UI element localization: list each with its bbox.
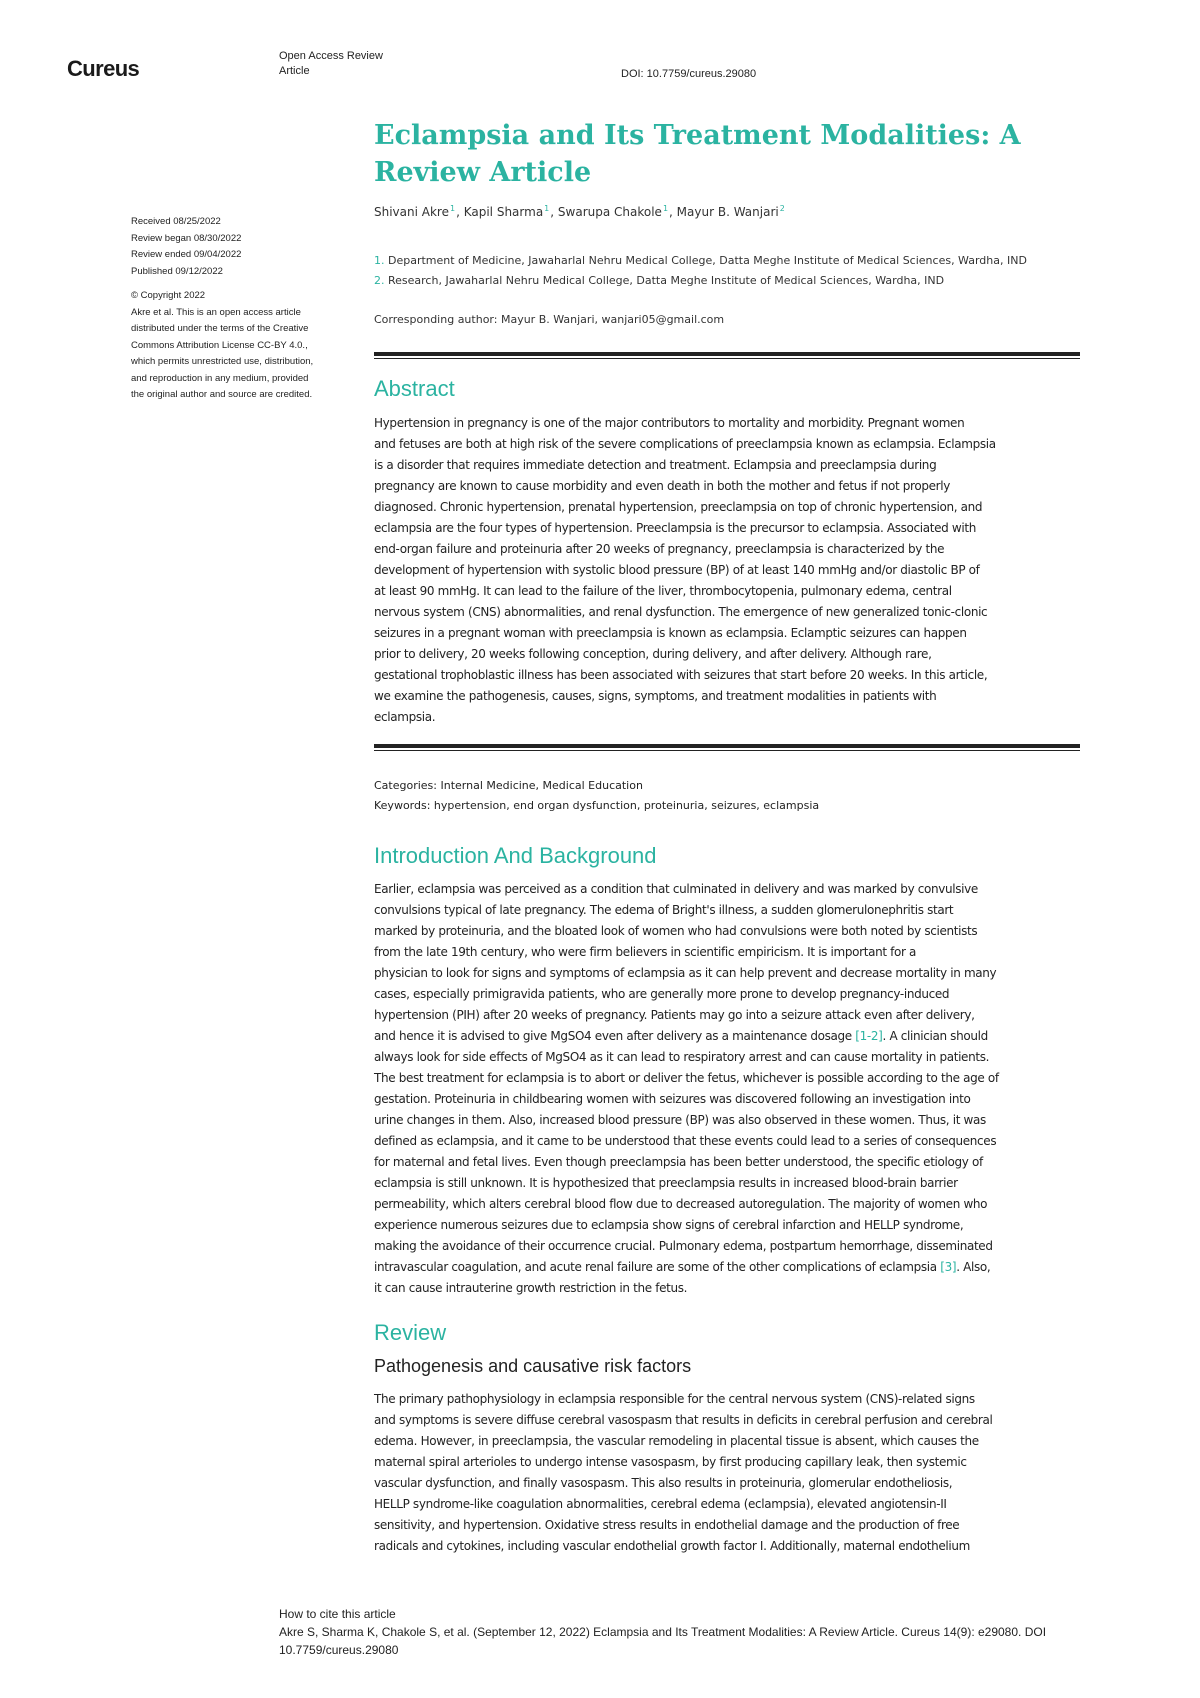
corresponding-author [374,313,1080,326]
journal-logo: Cureus [67,56,140,81]
intro-line: permeability, which alters cerebral blood flow due to decreased autoregulation. The majority of women who [374,1197,988,1211]
corresponding-label: Corresponding author: [374,313,498,326]
corresponding-value: Mayur B. Wanjari, wanjari05@gmail.com [500,313,725,326]
author-name: Mayur B. Wanjari [676,205,779,219]
review-line: radicals and cytokines, including vascular endothelial growth factor I. Additionally, maternal endothelium [374,1539,970,1553]
abstract-line: end-organ failure and proteinuria after 20 weeks of pregnancy, preeclampsia is characterized by the [374,542,945,556]
intro-text: . A clinician should [882,1029,988,1043]
intro-line: from the late 19th century, who were firm believers in scientific empiricism. It is important for a [374,945,917,959]
abstract-heading: Abstract [374,376,455,401]
article-type-line1: Open Access Review [279,50,383,62]
affiliation-item [374,251,1080,271]
license-line: Commons Attribution License CC-BY 4.0., [131,339,308,351]
divider-bottom [374,744,1080,751]
intro-line: making the avoidance of their occurrence crucial. Pulmonary edema, postpartum hemorrhage, disseminated [374,1239,993,1253]
review-began-date: Review began 08/30/2022 [131,232,242,244]
author-affiliation-mark: 1 [449,204,456,213]
divider-top [374,352,1080,359]
author-list: Shivani Akre$^1$, Kapil Sharma$^1$, Swarupa Chakole$^1$, Mayur B. Wanjari$^2$ [374,204,785,219]
intro-text: and hence it is advised to give MgSO4 even after delivery as a maintenance dosage [374,1029,856,1043]
abstract-line: eclampsia are the four types of hypertension. Preeclampsia is the precursor to eclampsia. Associated with [374,521,976,535]
affiliation-text: Department of Medicine, Jawaharlal Nehru Medical College, Datta Meghe Institute of Medical Sciences, Wardha, IND [388,254,1027,267]
author-name: Kapil Sharma [463,205,544,219]
copyright-title: © Copyright 2022 [131,290,206,301]
affiliation-item [374,271,1080,291]
abstract-line: at least 90 mmHg. It can lead to the failure of the liver, thrombocytopenia, pulmonary edema, central [374,584,952,598]
article-type [279,49,383,79]
author-affiliation-mark: 1 [662,204,669,213]
affiliation-number: 2. [374,274,385,287]
intro-line: gestation. Proteinuria in childbearing women with seizures was discovered following an investigation into [374,1092,971,1106]
review-line: The primary pathophysiology in eclampsia responsible for the central nervous system (CNS)-related signs [374,1392,975,1406]
categories-value[interactable]: Internal Medicine, Medical Education [440,779,643,792]
intro-line: experience numerous seizures due to eclampsia show signs of cerebral infarction and HELLP syndrome, [374,1218,964,1232]
abstract-line: prior to delivery, 20 weeks following conception, during delivery, and after delivery. Although rare, [374,647,932,661]
abstract-line: and fetuses are both at high risk of the severe complications of preeclampsia known as eclampsia. Eclampsia [374,437,996,451]
author-name: Shivani Akre [374,205,449,219]
license-line: which permits unrestricted use, distribution, [131,356,314,367]
keywords-label: Keywords: [374,799,431,812]
review-heading: Review [374,1320,447,1345]
affiliation-text: Research, Jawaharlal Nehru Medical College, Datta Meghe Institute of Medical Sciences, Wardha, IND [388,274,945,287]
intro-line: urine changes in them. Also, increased blood pressure (BP) was also observed in these women. Thus, it was [374,1113,986,1127]
intro-line: The best treatment for eclampsia is to abort or deliver the fetus, whichever is possible according to the age of [374,1071,999,1085]
article-meta [374,776,1080,816]
abstract-line: pregnancy are known to cause morbidity and even death in both the mother and fetus if not properly [374,479,950,493]
author-affiliation-mark: 1 [544,204,550,213]
review-line: HELLP syndrome-like coagulation abnormalities, cerebral edema (eclampsia), elevated angiotensin-II [374,1497,947,1511]
categories [374,776,1080,796]
abstract-line: gestational trophoblastic illness has been associated with seizures that start before 20 weeks. In this article, [374,668,988,682]
abstract-line: eclampsia. [374,710,436,724]
intro-line: hypertension (PIH) after 20 weeks of pregnancy. Patients may go into a seizure attack even after delivery, [374,1008,975,1022]
license-line: the original author and source are credited. [131,389,313,400]
doi[interactable]: DOI: 10.7759/cureus.29080 [621,68,757,80]
intro-line: it can cause intrauterine growth restriction in the fetus. [374,1281,688,1295]
license-line: and reproduction in any medium, provided [131,372,309,384]
review-line: sensitivity, and hypertension. Oxidative stress results in endothelial damage and the production of free [374,1518,960,1532]
intro-line: eclampsia is still unknown. It is hypothesized that preeclampsia results in increased blood-brain barrier [374,1176,958,1190]
intro-line [374,1026,1080,1047]
cite-heading: How to cite this article [279,1607,396,1621]
review-line: vascular dysfunction, and finally vasospasm. This also results in proteinuria, glomerular endotheliosis, [374,1476,953,1490]
categories-label: Categories: [374,779,437,792]
introduction-heading: Introduction And Background [374,843,657,868]
review-body [374,1389,1080,1557]
intro-line [374,1257,1080,1278]
article-title [374,117,1080,191]
citation-footer [279,1605,1159,1659]
intro-line: marked by proteinuria, and the bloated look of women who had convulsions were both noted by scientists [374,924,978,938]
intro-line: always look for side effects of MgSO4 as it can lead to respiratory arrest and can cause mortality in patients. [374,1050,990,1064]
affiliation-number: 1. [374,254,385,267]
title-line-1: Eclampsia and Its Treatment Modalities: A [374,120,1021,151]
abstract-line: diagnosed. Chronic hypertension, prenatal hypertension, preeclampsia on top of chronic hypertension, and [374,500,983,514]
title-line-2: Review Article [374,157,592,188]
author-affiliation-mark: 2 [779,204,785,213]
intro-line: cases, especially primigravida patients, who are generally more prone to develop pregnancy-induced [374,987,950,1001]
intro-line: convulsions typical of late pregnancy. The edema of Bright's illness, a sudden glomerulonephritis start [374,903,954,917]
intro-text: . Also, [956,1260,991,1274]
introduction-body [374,879,1080,1299]
abstract-line: development of hypertension with systolic blood pressure (BP) of at least 140 mmHg and/or diastolic BP of [374,563,980,577]
cite-text: Akre S, Sharma K, Chakole S, et al. (September 12, 2022) Eclampsia and Its Treatment Modalities: A Review Article. Cureus 14(9): e29080. DOI [279,1625,1047,1639]
review-subheading: Pathogenesis and causative risk factors [374,1356,692,1376]
sidebar [131,214,343,404]
abstract-line: Hypertension in pregnancy is one of the major contributors to mortality and morbidity. Pregnant women [374,416,965,430]
intro-line: for maternal and fetal lives. Even though preeclampsia has been better understood, the specific etiology of [374,1155,983,1169]
review-line: maternal spiral arterioles to undergo intense vasospasm, by first producing capillary leak, then systemic [374,1455,967,1469]
citation-link[interactable]: [1-2] [855,1029,883,1043]
abstract-line: seizures in a pregnant woman with preeclampsia is known as eclampsia. Eclamptic seizures can happen [374,626,967,640]
article-type-line2: Article [279,65,310,77]
license-line: Akre et al. This is an open access article [131,306,301,318]
abstract-body [374,413,1080,728]
published-date: Published 09/12/2022 [131,265,223,277]
intro-line: physician to look for signs and symptoms of eclampsia as it can help prevent and decrease mortality in many [374,966,997,980]
review-line: edema. However, in preeclampsia, the vascular remodeling in placental tissue is absent, which causes the [374,1434,979,1448]
intro-text: intravascular coagulation, and acute renal failure are some of the other complications of eclampsia [374,1260,941,1274]
intro-line: Earlier, eclampsia was perceived as a condition that culminated in delivery and was marked by convulsive [374,882,978,896]
keywords [374,796,1080,816]
license-line: distributed under the terms of the Creative [131,323,309,334]
abstract-line: nervous system (CNS) abnormalities, and renal dysfunction. The emergence of new generalized tonic-clonic [374,605,988,619]
affiliations [374,251,1080,291]
citation-link[interactable]: [3] [940,1260,957,1274]
cite-doi[interactable]: 10.7759/cureus.29080 [279,1643,399,1657]
review-line: and symptoms is severe diffuse cerebral vasospasm that results in deficits in cerebral perfusion and cerebral [374,1413,993,1427]
author-name: Swarupa Chakole [557,205,662,219]
keywords-value: hypertension, end organ dysfunction, proteinuria, seizures, eclampsia [433,799,820,812]
abstract-line: we examine the pathogenesis, causes, signs, symptoms, and treatment modalities in patients with [374,689,937,703]
abstract-line: is a disorder that requires immediate detection and treatment. Eclampsia and preeclampsia during [374,458,937,472]
review-ended-date: Review ended 09/04/2022 [131,249,242,260]
intro-line: defined as eclampsia, and it came to be understood that these events could lead to a series of consequences [374,1134,997,1148]
received-date: Received 08/25/2022 [131,216,221,227]
